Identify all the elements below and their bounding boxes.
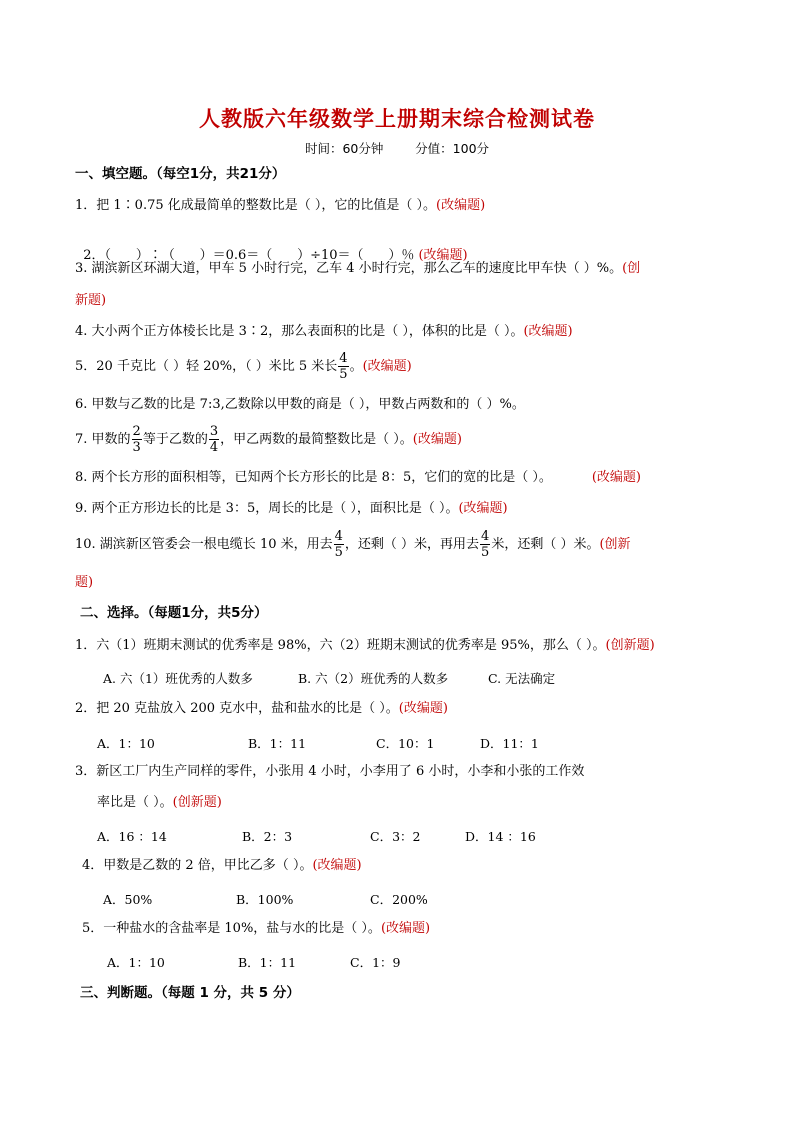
question-text: 3. 湖滨新区环湖大道，甲车 5 小时行完，乙车 4 小时行完，那么乙车的速度比甲车快（ ）%。 [75, 261, 623, 276]
numerator: 3 [209, 424, 219, 439]
option-b: B．1：11 [248, 736, 307, 751]
question-text: 1．六（1）班期末测试的优秀率是 98%，六（2）班期末测试的优秀率是 95%，那么（ ）。 [75, 638, 606, 653]
question-text-end: ，甲乙两数的最简整数比是（ ）。 [220, 432, 413, 447]
question-1-10-tag-cont: 题) [75, 575, 94, 590]
question-2-3-cont [97, 794, 222, 812]
question-text: 2．把 20 克盐放入 200 克水中，盐和盐水的比是（ ）。 [75, 701, 399, 716]
question-tag: (改编题) [412, 432, 462, 447]
question-2-3 [75, 763, 584, 781]
denominator: 5 [334, 545, 343, 560]
option-a: A．50% [103, 892, 153, 907]
question-tag: (改编题) [362, 359, 412, 374]
question-tag: (创新题) [172, 795, 222, 810]
question-text: 4. 大小两个正方体棱长比是 3∶2，那么表面积的比是（ ），体积的比是（ ）。 [75, 324, 524, 339]
question-text: 5．一种盐水的含盐率是 10%，盐与水的比是（ ）。 [82, 921, 381, 936]
option-a: A．16 ：14 [97, 829, 167, 844]
question-1-3-tag-cont: 新题) [75, 293, 107, 308]
question-tag: (创 [622, 261, 641, 276]
numerator: 4 [334, 529, 343, 544]
question-tag: (改编题) [458, 501, 508, 516]
question-text: 率比是（ ）。 [97, 795, 173, 810]
question-text-end: 。 [349, 359, 363, 374]
question-text: 6. 甲数与乙数的比是 7:3,乙数除以甲数的商是（ ），甲数占两数和的（ ）%。 [75, 397, 525, 412]
question-tag: (改编题) [380, 921, 431, 936]
fraction [132, 424, 142, 455]
fraction [480, 529, 490, 560]
option-b: B. 六（2）班优秀的人数多 [298, 671, 449, 686]
question-text: 4．甲数是乙数的 2 倍，甲比乙多（ ）。 [82, 858, 313, 873]
question-text: 8. 两个长方形的面积相等，已知两个长方形长的比是 8：5，它们的宽的比是（ ）。 [75, 470, 552, 485]
question-1-3 [75, 260, 640, 278]
question-tag: (改编题) [436, 198, 486, 213]
option-b: B．100% [236, 892, 294, 907]
question-tag: (改编题) [523, 324, 573, 339]
numerator: 4 [339, 351, 348, 366]
section-1-heading: 一、填空题。（每空1分，共21分） [75, 166, 286, 182]
option-d: D．11：1 [480, 736, 539, 751]
question-tag: (改编题) [418, 248, 468, 263]
question-tag: (创新题) [605, 638, 655, 653]
question-2-5 [82, 920, 430, 938]
question-text: 1．把 1∶0.75 化成最简单的整数比是（ ），它的比值是（ ）。 [75, 198, 437, 213]
question-text: 10. 湖滨新区管委会一根电缆长 10 米，用去 [75, 537, 333, 552]
option-c: C. 无法确定 [488, 671, 556, 686]
question-tag: (创新 [599, 537, 631, 552]
section-2-heading: 二、选择。（每题1分，共5分） [80, 605, 268, 621]
denominator: 5 [481, 545, 490, 560]
question-2-1 [75, 637, 655, 655]
question-text: 2．（ ）∶（ ）＝0.6＝（ ）÷10＝（ ）％ [83, 248, 419, 263]
option-d: D．14 ：16 [465, 829, 536, 844]
section-3-heading: 三、判断题。（每题 1 分，共 5 分） [80, 985, 300, 1001]
question-text: 9. 两个正方形边长的比是 3：5，周长的比是（ ），面积比是（ ）。 [75, 501, 459, 516]
question-text: 5．20 千克比（ ）轻 20%，（ ）米比 5 米长 [75, 359, 338, 374]
option-b: B．2：3 [242, 829, 293, 844]
question-1-5 [75, 350, 412, 384]
question-2-4 [82, 857, 362, 875]
fraction [338, 351, 348, 382]
denominator: 5 [339, 367, 348, 382]
question-1-4 [75, 323, 573, 341]
question-text: 7. 甲数的 [75, 432, 131, 447]
option-b: B．1：11 [238, 955, 297, 970]
numerator: 2 [132, 424, 141, 439]
numerator: 4 [481, 529, 490, 544]
option-a: A. 六（1）班优秀的人数多 [103, 671, 253, 686]
denominator: 3 [132, 440, 141, 455]
option-a: A．1：10 [107, 955, 165, 970]
question-text-mid: 等于乙数的 [142, 432, 208, 447]
question-tag: (改编题) [398, 701, 448, 716]
question-1-9 [75, 500, 508, 518]
question-2-2 [75, 700, 448, 718]
fraction [209, 424, 219, 455]
exam-info: 时间：60分钟 分值：100分 [304, 141, 490, 156]
question-tag: (改编题) [591, 470, 641, 485]
question-tag: (改编题) [312, 858, 362, 873]
question-text-end: 米，还剩（ ）米。 [491, 537, 600, 552]
question-1-8 [75, 469, 641, 487]
question-text: 3．新区工厂内生产同样的零件，小张用 4 小时，小李用了 6 小时，小李和小张的工作效 [75, 764, 585, 779]
option-c: C．10：1 [376, 736, 435, 751]
question-1-6 [75, 396, 525, 414]
question-1-10 [75, 528, 631, 562]
denominator: 4 [209, 440, 219, 455]
option-c: C．200% [370, 892, 428, 907]
page-title: 人教版六年级数学上册期末综合检测试卷 [199, 107, 595, 131]
fraction [334, 529, 344, 560]
question-1-7 [75, 423, 462, 457]
option-a: A．1：10 [97, 736, 155, 751]
option-c: C．1：9 [350, 955, 401, 970]
question-text-mid: ，还剩（ ）米，再用去 [344, 537, 480, 552]
question-1-1 [75, 197, 485, 215]
option-c: C．3：2 [370, 829, 421, 844]
